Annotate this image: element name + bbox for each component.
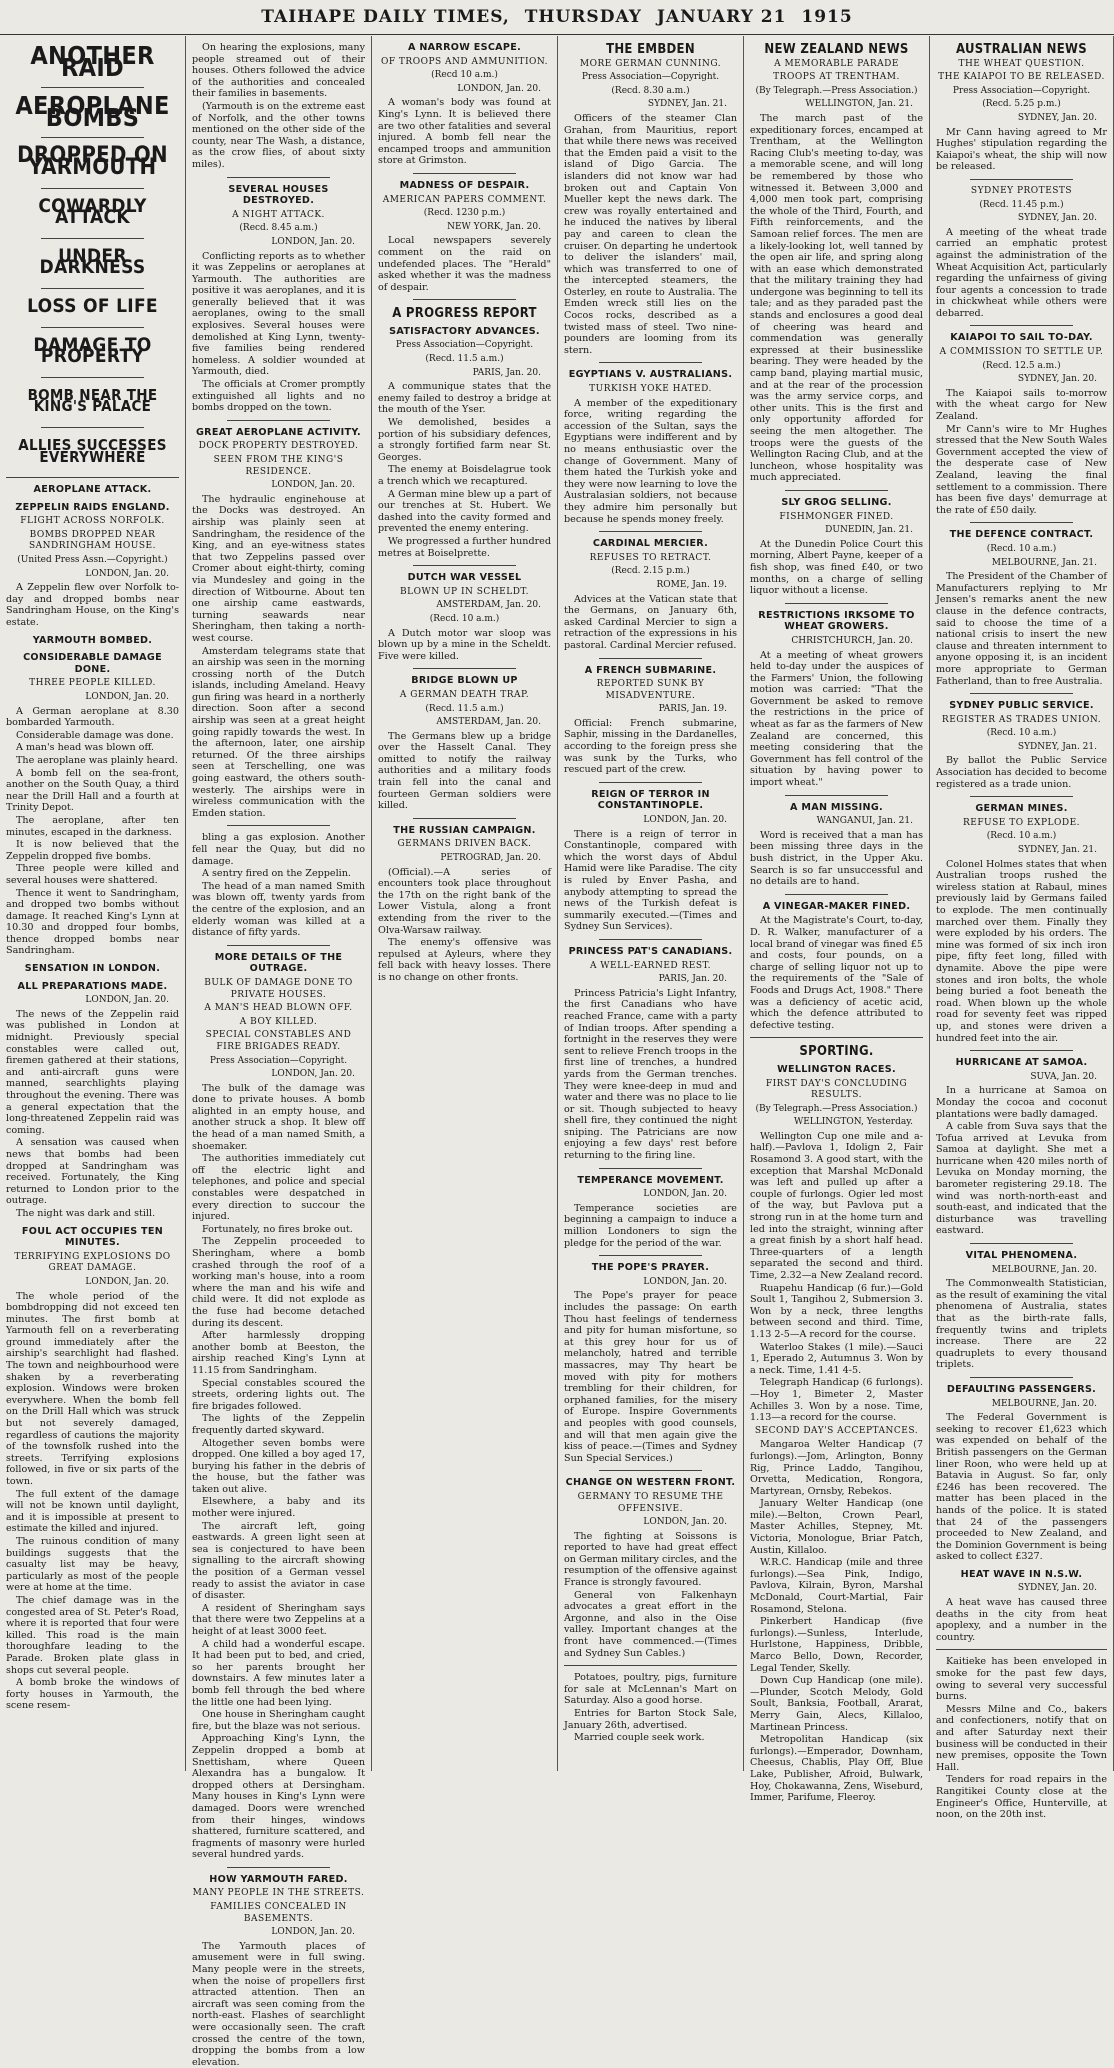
paragraph: The Federal Government is seeking to recover £1,623 which was expended on behalf of the British passengers on the German liner Roon, who were held up at Batavia in August. So far, only £246 has been recovered. The matter has been placed in the hands of the police. It is stated that 24 of the passengers proceeded to New Zealand, and the Dominion Government is being asked to collect £327. bbox=[936, 1412, 1107, 1563]
dateline: AMSTERDAM, Jan. 20. bbox=[436, 600, 541, 611]
credit: (By Telegraph.—Press Association.) bbox=[755, 1103, 918, 1114]
paragraph: After harmlessly dropping another bomb at Beeston, the airship reached King's Lynn at 11.15 from Sandringham. bbox=[192, 1330, 365, 1376]
column-1 bbox=[0, 36, 186, 1771]
paragraph: Temperance societies are beginning a campaign to induce a million Londoners to sign the pledge for the period of the war. bbox=[564, 1202, 737, 1249]
paragraph: The President of the Chamber of Manufacturers replying to Mr Jensen's remarks anent the new clause in the defence contracts, said to choose the time of a national crisis to insert the new clause and threaten internment to anyone opposing it, is an incident more appropriate to German Fatherland, than to free Australia. bbox=[936, 571, 1107, 687]
paragraph: Official: French submarine, Saphir, missing in the Dardanelles, according to the foreign press she was sunk by the Turks, who rescued part of the crew. bbox=[564, 717, 737, 776]
dateline: LONDON, Jan. 20. bbox=[271, 236, 355, 247]
credit: (Recd. 10 a.m.) bbox=[986, 543, 1057, 554]
paragraph: General von Falkenhayn advocates a great effort in the Argonne, and also in the Oise valley. Important changes at the front have commenced.—(Times and Sydney Sun Cables.) bbox=[564, 1589, 737, 1659]
paragraph: Kaitieke has been enveloped in smoke for the past few days, owing to several very successful burns. bbox=[936, 1656, 1107, 1703]
credit: (Recd. 11.45 p.m.) bbox=[979, 199, 1064, 210]
paragraph: January Welter Handicap (one mile).—Belton, Crown Pearl, Master Achilles, Stepney, Mt. Victoria, Monologue, Briar Patch, Austin, Killaloo. bbox=[750, 1498, 923, 1556]
subhead: DOCK PROPERTY DESTROYED. bbox=[198, 441, 359, 452]
paragraph: A man's head was blown off. bbox=[16, 742, 154, 754]
subhead: REGISTER AS TRADES UNION. bbox=[941, 714, 1102, 725]
paragraph: Colonel Holmes states that when Australian troops rushed the wireless station at Rabaul, mines previously laid by Germans failed to explode. The men continually marched over them. Finally they were exploded by his orders. The mine was formed of six inch iron pipe, fifty feet long, filled with dynamite. Above the pipe were stones and iron bolts, the whole being buried a foot beneath the road. When blown up the whole road for seventy feet was ripped up, and stones were driven a hundred feet into the air. bbox=[936, 858, 1107, 1044]
dateline: DUNEDIN, Jan. 21. bbox=[825, 525, 913, 536]
section-heading: SPORTING. bbox=[799, 1044, 874, 1060]
paragraph: A woman's body was found at King's Lynn. It is believed there are two other fatalities and several injured. A bomb fell near the encamped troops and ammunition store at Grimston. bbox=[378, 97, 551, 167]
subhead: THE DEFENCE CONTRACT. bbox=[949, 529, 1094, 541]
credit: (Recd. 8.45 a.m.) bbox=[239, 223, 318, 234]
paragraph: The aeroplane was plainly heard. bbox=[16, 754, 178, 766]
subhead: A NARROW ESCAPE. bbox=[407, 42, 522, 53]
paragraph: The Yarmouth places of amusement were in full swing. Many people were in the streets, when the noise of propellers first attracted attention. Then an aircraft was seen coming from the north-east. Flashes of searchlight were occasionally seen. The craft crossed the centre of the town, dropping the bombs from a low elevation. bbox=[192, 1940, 365, 2068]
subhead: FOUL ACT OCCUPIES TEN MINUTES. bbox=[21, 1225, 164, 1249]
dateline: PARIS, Jan. 20. bbox=[658, 974, 727, 985]
subhead: MORE GERMAN CUNNING. bbox=[579, 58, 722, 69]
subhead: REPORTED SUNK BY MISADVENTURE. bbox=[596, 679, 705, 701]
paragraph: Princess Patricia's Light Infantry, the first Canadians who have reached France, came with a party of Indian troops. After spending a fortnight in the reserves they were sent to relieve French troops in the first line of trenches, a hundred yards from the German trenches. They were knee-deep in mud and water and there was no place to lie or sit. Though subjected to heavy shell fire, they continued the night sniping. The Patricians are now enjoying a few days' rest before returning to the firing line. bbox=[564, 987, 737, 1162]
subhead: A FRENCH SUBMARINE. bbox=[584, 664, 717, 676]
paragraph: W.R.C. Handicap (mile and three furlongs).—Sea Pink, Indigo, Pavlova, Kilrain, Byron, Marshal McDonald, Court-Martial, Fair Rosamond, Stelona. bbox=[750, 1557, 923, 1615]
paragraph: In a hurricane at Samoa on Monday the cocoa and coconut plantations were badly damaged. bbox=[936, 1085, 1107, 1120]
subhead: A NIGHT ATTACK. bbox=[232, 209, 325, 220]
paragraph: The hydraulic enginehouse at the Docks was destroyed. An airship was plainly seen at Sandringham, the residence of the King, and an eye-witness states that two Zeppelins passed over Cromer about eight-thirty, coming via Mundesley and going in the direction of Witbourne. About ten one airship came eastwards, turning seawards near Sheringham, then taking a north-west course. bbox=[192, 493, 365, 644]
masthead bbox=[0, 0, 1114, 35]
subhead: A COMMISSION TO SETTLE UP. bbox=[939, 347, 1104, 358]
paragraph: A sentry fired on the Zeppelin. bbox=[202, 868, 351, 880]
subhead: A MEMORABLE PARADE bbox=[774, 58, 899, 69]
paragraph: The bulk of the damage was done to private houses. A bomb alighted in an empty house, and another struck a shop. It blew off the head of a man named Smith, a shoemaker. bbox=[192, 1082, 365, 1152]
date: JANUARY 21 bbox=[656, 7, 787, 27]
paragraph: On hearing the explosions, many people streamed out of their houses. Others followed the advice of the authorities and concealed their families in basements. bbox=[192, 42, 365, 100]
paragraph: Conflicting reports as to whether it was Zeppelins or aeroplanes at Yarmouth. The authorities are positive it was aeroplanes, and it is generally believed that it was aeroplanes, owing to the small explosives. Several houses were demolished at King Lynn, twenty-five families being rendered homeless. A soldier wounded at Yarmouth, died. bbox=[192, 250, 365, 378]
dateline: SYDNEY, Jan. 20. bbox=[1017, 112, 1097, 123]
credit: Press Association—Copyright. bbox=[209, 1055, 348, 1066]
paragraph: The enemy at Boisdelagrue took a trench which we recaptured. bbox=[378, 464, 551, 487]
paragraph: (Official).—A series of encounters took place throughout the 17th on the right bank of the Lower Vistula, along a front extending from the river to the Olva-Warsaw railway. bbox=[378, 866, 551, 936]
dateline: PARIS, Jan. 20. bbox=[472, 367, 541, 378]
paragraph: Married couple seek work. bbox=[574, 1732, 705, 1744]
headline-allies-successes: ALLIES SUCCESSES EVERYWHERE bbox=[18, 435, 167, 466]
credit: (Recd. 10 a.m.) bbox=[986, 728, 1057, 739]
subhead: CHANGE ON WESTERN FRONT. bbox=[565, 1477, 736, 1489]
paragraph: Entries for Barton Stock Sale, January 26th, advertised. bbox=[564, 1708, 737, 1731]
subhead: SEVERAL HOUSES DESTROYED. bbox=[228, 183, 329, 207]
paragraph: Metropolitan Handicap (six furlongs).—Emperador, Downham, Cheesus, Chablis, Play Off, Blue Lake, Publisher, Afroid, Bulwark, Hoy, Chokawanna, Zens, Wiseburd, Immer, Parifume, Fleeroy. bbox=[750, 1734, 923, 1804]
subhead: THE POPE'S PRAYER. bbox=[591, 1262, 710, 1274]
dateline: SYDNEY, Jan. 21. bbox=[1017, 741, 1097, 752]
dateline: LONDON, Jan. 20. bbox=[643, 815, 727, 826]
subhead: BRIDGE BLOWN UP bbox=[411, 675, 518, 687]
dateline: CHRISTCHURCH, Jan. 20. bbox=[791, 635, 913, 646]
paragraph: The officials at Cromer promptly extinguished all lights and no bombs dropped on the town. bbox=[192, 379, 365, 414]
dateline: MELBOURNE, Jan. 21. bbox=[991, 557, 1097, 568]
subhead: SATISFACTORY ADVANCES. bbox=[389, 325, 540, 337]
subhead: DUTCH WAR VESSEL bbox=[407, 572, 522, 584]
headline-bomb-near-palace: BOMB NEAR THE KING'S PALACE bbox=[27, 385, 158, 416]
dateline: SUVA, Jan. 20. bbox=[1030, 1071, 1097, 1082]
paragraph: A sensation was caused when news that bombs had been dropped at Sandringham was received. Fortunately, the King returned to London prior to the outrage. bbox=[6, 1137, 179, 1207]
paragraph: A Dutch motor war sloop was blown up by a mine in the Scheldt. Five were killed. bbox=[378, 627, 551, 662]
subhead: RESTRICTIONS IRKSOME TO WHEAT GROWERS. bbox=[758, 609, 915, 633]
dateline: LONDON, Jan. 20. bbox=[85, 995, 169, 1006]
dateline: LONDON, Jan. 20. bbox=[643, 1517, 727, 1528]
subhead: ZEPPELIN RAIDS ENGLAND. bbox=[15, 501, 170, 513]
subhead: A MAN'S HEAD BLOWN OFF. bbox=[204, 1003, 353, 1014]
subhead: YARMOUTH BOMBED. bbox=[32, 634, 153, 646]
column-5 bbox=[744, 36, 930, 1804]
subhead: BOMBS DROPPED NEAR SANDRINGHAM HOUSE. bbox=[29, 529, 156, 552]
headline-dropped-on-yarmouth: DROPPED ON YARMOUTH bbox=[17, 143, 168, 180]
subhead: WELLINGTON RACES. bbox=[777, 1063, 896, 1075]
credit: (Recd. 12.5 a.m.) bbox=[982, 360, 1061, 371]
credit: (Recd. 2.15 p.m.) bbox=[611, 566, 690, 577]
paragraph: Fortunately, no fires broke out. bbox=[202, 1223, 353, 1235]
dateline: MELBOURNE, Jan. 20. bbox=[991, 1398, 1097, 1409]
dateline: LONDON, Jan. 20. bbox=[457, 83, 541, 94]
paragraph: The Zeppelin proceeded to Sheringham, where a bomb crashed through the roof of a working man's house, into a room where the man and his wife and child were. It did not explode as the fuse had become detached during its descent. bbox=[192, 1236, 365, 1329]
subhead: MADNESS OF DESPAIR. bbox=[399, 179, 530, 191]
subhead: REIGN OF TERROR IN CONSTANTINOPLE. bbox=[591, 788, 710, 812]
paragraph: A bomb broke the windows of forty houses in Yarmouth, the scene resem- bbox=[6, 1677, 179, 1712]
paragraph: The full extent of the damage will not be known until daylight, and it is impossible at present to estimate the killed and injured. bbox=[6, 1488, 179, 1535]
paragraph: A cable from Suva says that the Tofua arrived at Levuka from Samoa at daylight. She met a hurricane when 420 miles north of Levuka on Monday morning, the barometer registering 29.18. The wind was north-north-east and south-east, and indicated that the disturbance was travelling eastward. bbox=[936, 1121, 1107, 1237]
paragraph: The whole period of the bombdropping did not exceed ten minutes. The first bomb at Yarmouth fell on a reverberating ground immediately after the airship's searchlight had flashed. The town and neighbourhood were shaken by a reverberating explosion. Windows were broken everywhere. When the bomb fell on the Drill Hall which was struck but not severely damaged, regardless of cautions the majority of the townsfolk rushed into the streets. Terrifying explosions followed, in five or six parts of the town. bbox=[6, 1290, 179, 1487]
paragraph: The Kaiapoi sails to-morrow with the wheat cargo for New Zealand. bbox=[936, 387, 1107, 423]
paragraph: The fighting at Soissons is reported to have had great effect on German military circles, and the resumption of the offensive against France is strongly favoured. bbox=[564, 1530, 737, 1589]
subhead: EGYPTIANS V. AUSTRALIANS. bbox=[568, 369, 733, 381]
subhead: HEAT WAVE IN N.S.W. bbox=[960, 1568, 1083, 1580]
subhead: DEFAULTING PASSENGERS. bbox=[946, 1383, 1097, 1395]
headline-aeroplane-bombs: AEROPLANE BOMBS bbox=[15, 91, 170, 132]
paragraph: The head of a man named Smith was blown off, twenty yards from the centre of the explosion, and an elderly woman was killed at a distance of fifty yards. bbox=[192, 880, 365, 939]
paragraph: A member of the expeditionary force, writing regarding the accession of the Sultan, says the Egyptians were indifferent and by no means enthusiastic over the change of Government. Many of them hated the Turkish yoke and they were now learning to love the Australasian soldiers, not because they admire him personally but because he spends money freely. bbox=[564, 397, 737, 525]
subhead: A PROGRESS REPORT bbox=[392, 306, 537, 322]
paragraph: A bomb fell on the sea-front, another on the South Quay, a third near the Drill Hall and a fourth at Trinity Depot. bbox=[6, 767, 179, 814]
dateline: LONDON, Jan. 20. bbox=[271, 1069, 355, 1080]
paragraph: The aeroplane, after ten minutes, escaped in the darkness. bbox=[6, 814, 179, 838]
paragraph: The news of the Zeppelin raid was published in London at midnight. Previously special constables were called out, firemen gathered at their stations, and anti-aircraft guns were manned, searchlights playing throughout the evening. There was a general expectation that the long-threatened Zeppelin raid was coming. bbox=[6, 1008, 179, 1136]
subhead: GERMAN MINES. bbox=[975, 803, 1068, 815]
subhead: THE KAIAPOI TO BE RELEASED. bbox=[938, 72, 1105, 83]
paragraph: bling a gas explosion. Another fell near the Quay, but did no damage. bbox=[192, 832, 365, 867]
paragraph: Special constables scoured the streets, ordering lights out. The fire brigades followed. bbox=[192, 1377, 365, 1412]
subhead: AMERICAN PAPERS COMMENT. bbox=[382, 194, 547, 205]
dateline: AMSTERDAM, Jan. 20. bbox=[436, 717, 541, 728]
dateline: SYDNEY, Jan. 20. bbox=[1017, 1583, 1097, 1594]
paragraph: A German aeroplane at 8.30 bombarded Yarmouth. bbox=[6, 705, 179, 729]
paragraph: A heat wave has caused three deaths in the city from heat apoplexy, and a number in the country. bbox=[936, 1597, 1107, 1643]
headline-another-raid: ANOTHER RAID bbox=[30, 41, 155, 82]
subhead: ALL PREPARATIONS MADE. bbox=[17, 980, 168, 992]
paragraph: Altogether seven bombs were dropped. One killed a boy aged 17, burying his father in the debris of the house, but the father was taken out alive. bbox=[192, 1437, 365, 1495]
year: 1915 bbox=[801, 7, 853, 27]
subhead: A GERMAN DEATH TRAP. bbox=[399, 689, 530, 700]
dateline: SYDNEY, Jan. 20. bbox=[1017, 374, 1097, 385]
dateline: SYDNEY, Jan. 21. bbox=[1017, 845, 1097, 856]
day: THURSDAY bbox=[524, 7, 642, 27]
paragraph: Three people were killed and several houses were shattered. bbox=[6, 863, 179, 886]
column-4 bbox=[558, 36, 744, 1771]
paragraph: Approaching King's Lynn, the Zeppelin dropped a bomb at Snettisham, where Queen Alexandra has a bungalow. It dropped others at Dersingham. Many houses in King's Lynn were damaged. Doors were wrenched from their hinges, windows shattered, furniture scattered, and fragments of masonry were hurled several hundred yards. bbox=[192, 1733, 365, 1861]
subhead: PRINCESS PAT'S CANADIANS. bbox=[568, 945, 733, 957]
dateline: MELBOURNE, Jan. 20. bbox=[991, 1264, 1097, 1275]
paragraph: The Commonwealth Statistician, as the result of examining the vital phenomena of Australia, states that as the birth-rate falls, frequently twins and triplets increase. There are 22 quadruplets to every thousand triplets. bbox=[936, 1278, 1107, 1371]
subhead: AEROPLANE ATTACK. bbox=[33, 484, 152, 496]
dateline: PETROGRAD, Jan. 20. bbox=[440, 853, 541, 864]
paragraph: A meeting of the wheat trade carried an emphatic protest against the administration of the Wheat Acquisition Act, particularly regarding the unfairness of giving four agents a concession to trade in chickwheat while others were debarred. bbox=[936, 226, 1107, 319]
paragraph: Pinkerbert Handicap (five furlongs).—Sunless, Interlude, Hurlstone, Happiness, Dribble, Marco Bello, Down, Recorder, Legal Tender, Skelly. bbox=[750, 1616, 923, 1674]
subhead: CARDINAL MERCIER. bbox=[592, 538, 709, 550]
paragraph: Waterloo Stakes (1 mile).—Sauci 1, Eperado 2, Autumnus 3. Won by a neck. Time, 1.41 4-5. bbox=[750, 1341, 923, 1376]
paragraph: Amsterdam telegrams state that an airship was seen in the morning crossing north of the Dutch islands, including Ameland. Heavy gun firing was heard in a northerly direction. Soon after a second airship was seen at a great height going rapidly towards the west. In the afternoon, later, one airship returned. Of the three airships seen at Terschelling, one was going eastward, the others south-westerly. The airships were in wireless communication with the Emden station. bbox=[192, 645, 365, 819]
dateline: SYDNEY, Jan. 20. bbox=[1017, 213, 1097, 224]
subhead: BLOWN UP IN SCHELDT. bbox=[400, 586, 529, 597]
paragraph: Thence it went to Sandringham, and dropped two bombs without damage. It reached King's Lynn at 10.30 and dropped four bombs, thence dropped bombs near Sandringham. bbox=[6, 887, 179, 957]
subhead: A MAN MISSING. bbox=[790, 801, 883, 813]
subhead: HOW YARMOUTH FARED. bbox=[209, 1873, 348, 1885]
subhead: HURRICANE AT SAMOA. bbox=[955, 1057, 1088, 1069]
dateline: SYDNEY, Jan. 21. bbox=[647, 99, 727, 110]
paragraph: At a meeting of wheat growers held to-day under the auspices of the Farmers' Union, the following motion was carried: "That the Government be asked to remove the restrictions in the price of wheat as far as the farmers of New Zealand are concerned, this meeting considering that the Government has fell control of the situation by having power to import wheat." bbox=[750, 649, 923, 789]
dateline: NEW YORK, Jan. 20. bbox=[447, 221, 541, 232]
subhead: SPECIAL CONSTABLES AND FIRE BRIGADES READY. bbox=[205, 1030, 352, 1052]
subhead: KAIAPOI TO SAIL TO-DAY. bbox=[950, 332, 1093, 344]
paragraph: Tenders for road repairs in the Rangitikei County close at the Engineer's Office, Hunterville, at noon, on the 20th inst. bbox=[936, 1774, 1107, 1821]
dateline: LONDON, Jan. 20. bbox=[643, 1276, 727, 1287]
paragraph: A resident of Sheringham says that there were two Zeppelins at a height of at least 3000 feet. bbox=[192, 1602, 365, 1637]
paragraph: Mangaroa Welter Handicap (7 furlongs).—Jom, Arlington, Bonny Rig, Prince Laddo, Tangihou, Orvetta, Medication, Rongora, Martyrean, Ornsby, Rebekos. bbox=[750, 1439, 923, 1497]
paragraph: We demolished, besides a portion of his subsidiary defences, a strongly fortified farm near St. Georges. bbox=[378, 417, 551, 463]
subhead: FIRST DAY'S CONCLUDING RESULTS. bbox=[765, 1078, 908, 1101]
paragraph: A child had a wonderful escape. It had been put to bed, and cried, so her parents brought her downstairs. A few minutes later a bomb fell through the bed where the little one had been lying. bbox=[192, 1638, 365, 1708]
dateline: WELLINGTON, Yesterday. bbox=[793, 1117, 913, 1128]
paragraph: The Germans blew up a bridge over the Hasselt Canal. They omitted to notify the railway authorities and a military foods train fell into the canal and fourteen German soldiers were killed. bbox=[378, 730, 551, 812]
paragraph: By ballot the Public Service Association has decided to become registered as a trade union. bbox=[936, 755, 1107, 790]
subhead: GREAT AEROPLANE ACTIVITY. bbox=[195, 426, 361, 438]
subhead: SLY GROG SELLING. bbox=[781, 496, 892, 508]
credit: Press Association—Copyright. bbox=[581, 72, 720, 83]
subhead: VITAL PHENOMENA. bbox=[965, 1250, 1078, 1262]
dateline: LONDON, Jan. 20. bbox=[643, 1189, 727, 1200]
subhead: TERRIFYING EXPLOSIONS DO GREAT DAMAGE. bbox=[14, 1251, 171, 1274]
subhead: TEMPERANCE MOVEMENT. bbox=[577, 1174, 724, 1186]
headline-loss-of-life: LOSS OF LIFE bbox=[27, 294, 158, 317]
dateline: LONDON, Jan. 20. bbox=[85, 692, 169, 702]
credit: (Recd. 10 a.m.) bbox=[429, 613, 500, 624]
paragraph: The march past of the expeditionary forces, encamped at Trentham, at the Wellington Racing Club's meeting to-day, was a memorable scene, and will long be remembered by those who witnessed it. Between 3,000 and 4,000 men took part, comprising the whole of the Third, Fourth, and Fifth reinforcements, and the Samoan relief forces. The men are a likely-looking lot, well tanned by the open air life, and spring along with an ease which demonstrated that the military training they had undergone was beginning to tell its tale; and as they paraded past the stands and enclosures a good deal of cheering was heard and commendation was generally expressed at their businesslike bearing. They were headed by the camp band, playing martial music, and at the rear of the procession was the army service corps, and other units. This is the first and only opportunity afforded for seeing the men altogether. The troops were the guests of the Wellington Racing Club, and at the luncheon, whose hospitality was much appreciated. bbox=[750, 112, 923, 484]
section-heading: THE EMBDEN bbox=[606, 42, 695, 57]
paragraph: One house in Sheringham caught fire, but the blaze was not serious. bbox=[192, 1709, 365, 1732]
paragraph: It is now believed that the Zeppelin dropped five bombs. bbox=[6, 839, 179, 862]
subhead: GERMANY TO RESUME THE OFFENSIVE. bbox=[577, 1491, 724, 1514]
paragraph: There is a reign of terror in Constantinople, compared with which the worst days of Abdul Hamid were like Paradise. The city is ruled by Enver Pasha, and anybody attempting to spread the news of the Turkish defeat is summarily executed.—(Times and Sydney Sun Services). bbox=[564, 828, 737, 933]
subhead: FLIGHT ACROSS NORFOLK. bbox=[20, 516, 165, 527]
credit: Press Association—Copyright. bbox=[952, 85, 1091, 96]
dateline: LONDON, Jan. 20. bbox=[271, 1927, 355, 1938]
dateline: ROME, Jan. 19. bbox=[656, 579, 727, 590]
subhead: BULK OF DAMAGE DONE TO PRIVATE HOUSES. bbox=[204, 977, 353, 1000]
subhead: SEEN FROM THE KING'S RESIDENCE. bbox=[213, 455, 344, 477]
paragraph: Messrs Milne and Co., bakers and confectioners, notify that on and after Saturday next their business will be conducted in their new premises, opposite the Town Hall. bbox=[936, 1703, 1107, 1773]
paragraph: (Yarmouth is on the extreme east of Norfolk, and the other towns mentioned on the other side of the county, near The Wash, a distance, as the crow flies, of about sixty miles). bbox=[192, 100, 365, 170]
headline-damage-to-property: DAMAGE TO PROPERTY bbox=[33, 333, 152, 368]
subhead: A BOY KILLED. bbox=[239, 1016, 318, 1027]
paragraph: We progressed a further hundred metres at Boiselprette. bbox=[378, 535, 551, 559]
paragraph: A German mine blew up a part of our trenches at St. Hubert. We dashed into the cavity formed and prevented the enemy entering. bbox=[378, 488, 551, 535]
subhead: SECOND DAY'S ACCEPTANCES. bbox=[754, 1425, 919, 1436]
paragraph: Local newspapers severely comment on the raid on undefended places. The "Herald" asked whether it was the madness of despair. bbox=[378, 235, 551, 293]
credit: (Recd. 8.30 a.m.) bbox=[611, 85, 690, 96]
subhead: TROOPS AT TRENTHAM. bbox=[773, 72, 900, 83]
credit: (Recd. 5.25 p.m.) bbox=[982, 99, 1061, 110]
paragraph: The aircraft left, going eastwards. A green light seen at sea is conjectured to have been signalling to the aircraft showing the position of a German vessel ready to assist the aviator in case of disaster. bbox=[192, 1520, 365, 1602]
subhead: GERMANS DRIVEN BACK. bbox=[397, 839, 532, 850]
dateline: PARIS, Jan. 19. bbox=[658, 704, 727, 715]
paragraph: Word is received that a man has been missing three days in the bush district, in the Upper Aku. Search is so far unsuccessful and no details are to hand. bbox=[750, 829, 923, 888]
subhead: THE WHEAT QUESTION. bbox=[958, 58, 1085, 69]
subhead: FAMILIES CONCEALED IN BASEMENTS. bbox=[210, 1902, 347, 1924]
column-3 bbox=[372, 36, 558, 1771]
paragraph: A communique states that the enemy failed to destroy a bridge at the mouth of the Yser. bbox=[378, 381, 551, 416]
paragraph: Wellington Cup one mile and a-half).—Pavlova 1, Idolign 2, Fair Rosamond 3. A good start, with the exception that Marshal McDonald was left and pulled up after a couple of furlongs. Ogier led most of the way, but Pavlova put a strong run in at the home turn and led into the straight, winning after a great finish by a short half head. Three-quarters of a length separated the second and third. Time, 2.32—a New Zealand record. bbox=[750, 1130, 923, 1281]
column-2 bbox=[186, 36, 372, 2068]
subhead: THREE PEOPLE KILLED. bbox=[29, 678, 156, 689]
paragraph: The authorities immediately cut off the electric light and telephones, and police and special constables were despatched in every direction to succour the injured. bbox=[192, 1153, 365, 1223]
subhead: MORE DETAILS OF THE OUTRAGE. bbox=[214, 951, 343, 975]
subhead: OF TROOPS AND AMMUNITION. bbox=[380, 56, 549, 67]
subhead: SYDNEY PUBLIC SERVICE. bbox=[949, 700, 1094, 712]
subhead: FISHMONGER FINED. bbox=[779, 511, 894, 522]
dateline: LONDON, Jan. 20. bbox=[271, 480, 355, 491]
paragraph: At the Magistrate's Court, to-day, D. R. Walker, manufacturer of a local brand of vinegar was fined £5 and costs, four pounds, on a charge of selling liquor not up to the requirements of the "Sale of Foods and Drugs Act, 1908." There was a deficiency of acetic acid, which the defence attributed to defective testing. bbox=[750, 915, 923, 1031]
section-heading: AUSTRALIAN NEWS bbox=[956, 42, 1087, 57]
paragraph: The Pope's prayer for peace includes the passage: On earth Thou hast feelings of tenderness and pity for human misfortune, so at this grey hour for us of melancholy, hatred and terrible massacres, may Thy heart be moved with pity for mothers trembling for their children, for orphaned families, for the misery of Europe. Inspire Governments and peoples with good counsels, and will that men again give the kiss of peace.—(Times and Sydney Sun Special Services.) bbox=[564, 1290, 737, 1464]
paragraph: Elsewhere, a baby and its mother were injured. bbox=[192, 1496, 365, 1520]
credit: Press Association—Copyright. bbox=[395, 340, 534, 351]
paragraph: The enemy's offensive was repulsed at Ayleurs, where they fell back with heavy losses. There is no change on other fronts. bbox=[378, 937, 551, 983]
paragraph: Down Cup Handicap (one mile).—Plunder, Scotch Melody, Gold Soult, Banksia, Football, Ararat, Merry Gain, Alecs, Killaloo, Martinean Princess. bbox=[750, 1675, 923, 1733]
paragraph: Considerable damage was done. bbox=[16, 729, 174, 741]
credit: (United Press Assn.—Copyright.) bbox=[17, 555, 168, 566]
dateline: LONDON, Jan. 20. bbox=[85, 568, 169, 579]
subhead: MANY PEOPLE IN THE STREETS. bbox=[192, 1888, 365, 1899]
section-heading: NEW ZEALAND NEWS bbox=[764, 42, 909, 57]
paragraph: The night was dark and still. bbox=[16, 1207, 156, 1219]
subhead: SENSATION IN LONDON. bbox=[24, 963, 161, 975]
subhead: A VINEGAR-MAKER FINED. bbox=[762, 900, 911, 912]
paragraph: A Zeppelin flew over Norfolk to-day and dropped bombs near Sandringham House, on the King's estate. bbox=[6, 582, 179, 629]
paragraph: Telegraph Handicap (6 furlongs).—Hoy 1, Bimeter 2, Master Achilles 3. Won by a nose. Time, 1.13—a record for the course. bbox=[750, 1377, 923, 1424]
paragraph: The chief damage was in the congested area of St. Peter's Road, where it is reported that four were killed. This road is the main thoroughfare leading to the Parade. Broken plate glass in shops cut several people. bbox=[6, 1594, 179, 1676]
subhead: TURKISH YOKE HATED. bbox=[589, 384, 712, 395]
dateline: WELLINGTON, Jan. 21. bbox=[805, 99, 913, 110]
paragraph: The ruinous condition of many buildings suggests that the casualty list may be heavy, particularly as most of the people were at home at the time. bbox=[6, 1535, 179, 1594]
paragraph: Mr Cann having agreed to Mr Hughes' stipulation regarding the Kaiapoi's wheat, the ship will now be released. bbox=[936, 126, 1107, 173]
paragraph: At the Dunedin Police Court this morning, Albert Payne, keeper of a fish shop, was fined £40, or two months, on a charge of selling liquor without a license. bbox=[750, 538, 923, 597]
credit: (By Telegraph.—Press Association.) bbox=[755, 85, 918, 96]
headline-under-darkness: UNDER DARKNESS bbox=[39, 244, 146, 279]
paper-title: TAIHAPE DAILY TIMES, bbox=[261, 7, 510, 27]
credit: (Recd 10 a.m.) bbox=[431, 70, 498, 81]
subhead: REFUSE TO EXPLODE. bbox=[962, 817, 1081, 828]
paragraph: Advices at the Vatican state that the Germans, on January 6th, asked Cardinal Mercier to sign a retraction of the expressions in his pastoral. Cardinal Mercier refused. bbox=[564, 593, 737, 651]
subhead: CONSIDERABLE DAMAGE DONE. bbox=[23, 652, 162, 675]
dateline: LONDON, Jan. 20. bbox=[85, 1276, 169, 1287]
paragraph: Ruapehu Handicap (6 fur.)—Gold Soult 1, Tangihou 2, Submersion 3. Won by a neck, three lengths between second and third. Time, 1.13 2-5—A record for the course. bbox=[750, 1282, 923, 1340]
credit: (Recd. 11.5 a.m.) bbox=[425, 354, 504, 365]
dateline: WANGANUI, Jan. 21. bbox=[816, 816, 913, 827]
subhead: REFUSES TO RETRACT. bbox=[589, 552, 712, 563]
paragraph: Officers of the steamer Clan Grahan, from Mauritius, report that while there news was received that the Emden paid a visit to the island of Digo Garcia. The islanders did not know war had broken out and Captain Von Mueller kept the news dark. The crew was royally entertained and he induced the natives by liberal pay and careen to clean the cruiser. On departing he undertook to deliver the islanders' mail, which was transferred to one of the intercepted steamers, the Osterley, en route to Australia. The Emden wreck still lies on the Cocos rocks, described as a twisted mass of steel. Two nine-pounders are looming from its stern. bbox=[564, 112, 737, 356]
credit: (Recd. 11.5 a.m.) bbox=[425, 703, 504, 714]
credit: (Recd. 10 a.m.) bbox=[986, 831, 1057, 842]
subhead: A WELL-EARNED REST. bbox=[589, 960, 712, 971]
headline-cowardly-attack: COWARDLY ATTACK bbox=[38, 194, 147, 229]
paragraph: Potatoes, poultry, pigs, furniture for sale at McLennan's Mart on Saturday. Also a good horse. bbox=[564, 1672, 737, 1707]
column-6 bbox=[930, 36, 1114, 1821]
paragraph: Mr Cann's wire to Mr Hughes stressed that the New South Wales Government accepted the view of the desperate case of New Zealand, leaving the final settlement to a commission. There has been five days' demurrage at the rate of £50 daily. bbox=[936, 423, 1107, 516]
credit: (Recd. 1230 p.m.) bbox=[423, 208, 506, 219]
subhead: SYDNEY PROTESTS bbox=[970, 185, 1073, 196]
subhead: THE RUSSIAN CAMPAIGN. bbox=[393, 824, 536, 836]
paragraph: The lights of the Zeppelin frequently darted skyward. bbox=[192, 1413, 365, 1436]
